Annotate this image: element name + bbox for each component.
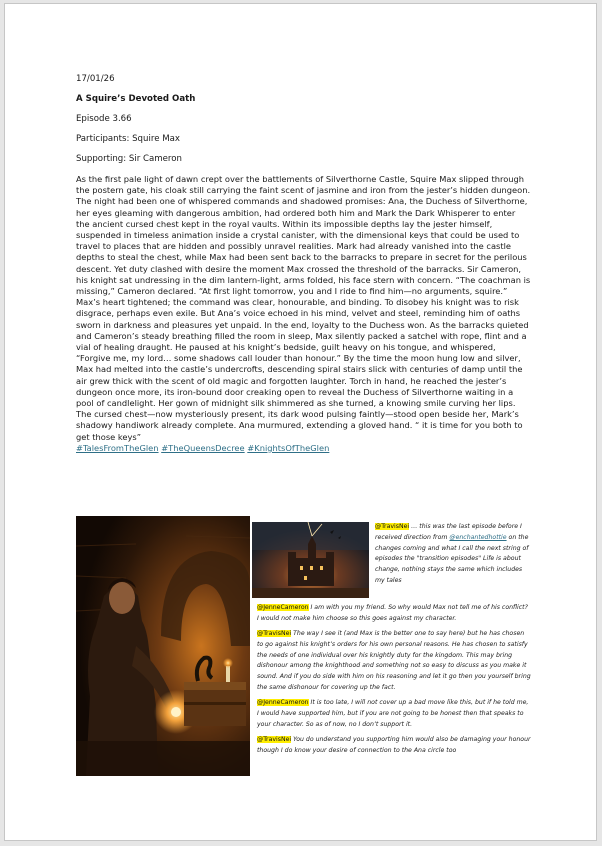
media-and-comments xyxy=(76,516,531,778)
hashtag-link[interactable]: #KnightsOfTheGlen xyxy=(247,442,330,453)
participants-line: Participants: Squire Max xyxy=(76,134,180,144)
comment-item xyxy=(257,735,531,757)
episode-label: Episode 3.66 xyxy=(76,114,132,124)
supporting-line: Supporting: Sir Cameron xyxy=(76,154,182,164)
hashtag-line xyxy=(76,443,531,454)
document-page xyxy=(4,3,597,841)
comment-text: on the changes coming and what I call the next string of episodes the "transition episodes" Life is about change, nothing stays the same which includes my tales xyxy=(375,533,529,584)
document-date: 17/01/26 xyxy=(76,74,115,84)
story-paragraph: As the first pale light of dawn crept over the battlements of Silverthorne Castle, Squire Max slipped through the postern gate, his cloak still carrying the faint scent of jasmine and iron from the jester’s hidden dungeon. The night had been one of whispered commands and shadowed promises: Ana, the Duchess of Silverthorne, her eyes gleaming with dangerous ambition, had ordered both him and Mark the Dark Whisperer to enter the ancient cursed chest kept in the royal vaults. Within its impossible depths lay the jester himself, suspended in timeless animation inside a crystal canister, with the dimensional keys that could be used to travel to places that are hidden and possibly unravel realities. Mark had already vanished into the castle depths to steal the chest, while Max had been sent back to the barracks to prepare in secret for the perilous descent. Yet duty clashed with desire the moment Max crossed the threshold of the barracks. Sir Cameron, his knight sat undressing in the dim lantern-light, arms folded, his face stern with concern. “The coachman is missing,” Cameron declared. “At first light tomorrow, you and I ride to find him—no arguments, squire.” Max’s heart tightened; the command was clear, honourable, and binding. To disobey his knight was to risk disgrace, perhaps even exile. But Ana’s voice echoed in his mind, velvet and steel, reminding him of oaths sworn in darkness and pleasures yet unpaid. In the end, loyalty to the Duchess won. As the barracks quieted and Cameron’s steady breathing filled the room in sleep, Max silently packed a satchel with rope, flint and a vial of healing draught. He paused at his knight’s bedside, guilt heavy on his tongue, and whispered, “Forgive me, my lord… some shadows call louder than honour.” By the time the moon hung low and silver, Max had melted into the castle’s undercrofts, descending spiral stairs slick with centuries of damp until the air grew thick with the scent of old magic and forgotten laughter. Torch in hand, he reached the jester’s dungeon once more, its iron-bound door creaking open to reveal the Duchess of Silverthorne waiting in a pool of candlelight. Her gown of midnight silk shimmered as she turned, a knowing smile curving her lips. The cursed chest—now mysteriously present, its dark wood pulsing faintly—stood open beside her, Mark’s shadowy handiwork already complete. Ana murmured, extending a gloved hand. “ it is time for you both to get those keys” xyxy=(76,174,531,442)
castle-thumbnail xyxy=(252,522,369,598)
comment-item xyxy=(257,698,531,730)
comment-handle[interactable]: @JenneCameron xyxy=(257,604,309,611)
mention-link[interactable]: @enchantedhottie xyxy=(449,533,507,541)
comment-handle[interactable]: @TravisNei xyxy=(257,630,292,638)
comment-text: I am with you my friend. So why would Max not tell me of his conflict? I would not make him choose so this goes against my character. xyxy=(257,604,528,622)
comment-handle[interactable]: @JenneCameron xyxy=(257,699,309,707)
hashtag-link[interactable]: #TheQueensDecree xyxy=(161,442,245,453)
comment-text: The way I see it (and Max is the better one to say here) but he has chosen to go against his knight’s orders for his own personal reasons. He has chosen to satisfy the needs of one individual over his knightly duty for the kingdom. This may bring dishonour among the knighthood and something not so easy to discuss as you make it sound. And if you do side with him on his reasoning and let it go then you yourself bring the same dishonour for covering up the fact. xyxy=(257,630,531,692)
document-title: A Squire’s Devoted Oath xyxy=(76,94,196,104)
document-body xyxy=(76,74,531,454)
comment-text: It is too late, I will not cover up a bad move like this, but if he told me, I would have supported him, but if you are not going to be honest then that speaks to your character. So as of now, no I don’t support it. xyxy=(257,699,529,728)
comment-text: You do understand you supporting him would also be damaging your honour though I do know your desire of connection to the Ana circle too xyxy=(257,736,531,755)
comment-item xyxy=(257,629,531,694)
comment-handle[interactable]: @TravisNei xyxy=(375,523,410,530)
squire-illustration xyxy=(76,516,250,776)
comment-text: … this was the last episode before I received direction from xyxy=(375,523,522,541)
hashtag-link[interactable]: #TalesFromTheGlen xyxy=(76,442,159,453)
comment-handle[interactable]: @TravisNei xyxy=(257,736,292,744)
comment-item xyxy=(257,603,531,625)
comment-thread xyxy=(257,603,531,761)
comment-first xyxy=(375,522,531,587)
